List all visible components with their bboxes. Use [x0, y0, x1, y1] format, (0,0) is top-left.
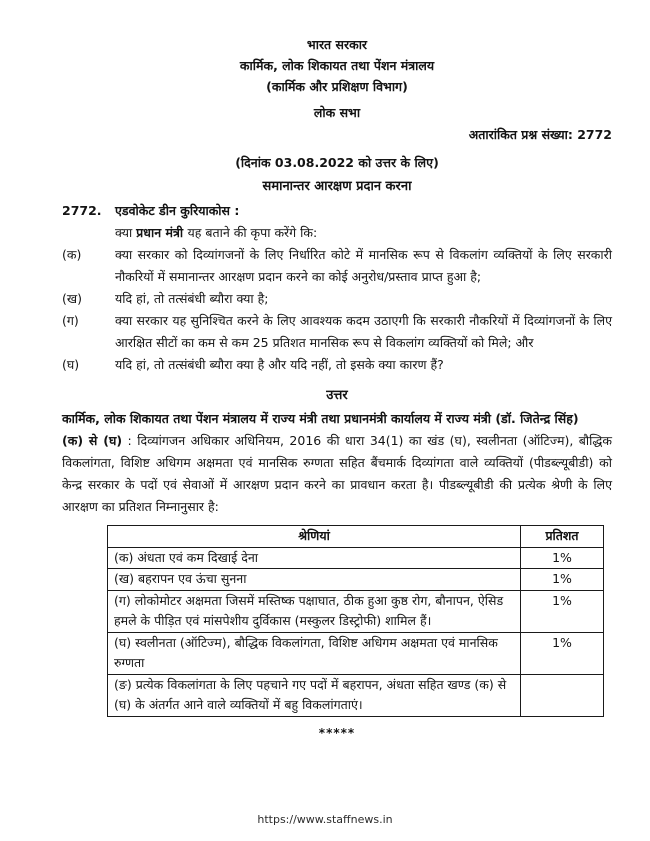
- answer-body-clause: (क) से (घ): [62, 433, 123, 448]
- question-subject: समानान्तर आरक्षण प्रदान करना: [262, 179, 412, 194]
- asker-name: एडवोकेट डीन कुरियाकोस :: [115, 203, 240, 218]
- percent-cell: 1%: [521, 569, 604, 591]
- question-item-label: (ग): [62, 313, 79, 328]
- answer-date: (दिनांक 03.08.2022 को उत्तर के लिए): [235, 155, 439, 170]
- question-item-a: [62, 244, 612, 288]
- table-row: [108, 632, 604, 674]
- minister-name-line: कार्मिक, लोक शिकायत तथा पेंशन मंत्रालय में राज्य मंत्री तथा प्रधानमंत्री कार्यालय में राज्य मंत्री (डॉ. जितेन्द्र सिंह): [62, 411, 579, 426]
- intro-suffix: यह बताने की कृपा करेंगे कि:: [187, 225, 318, 240]
- question-item-d: [62, 354, 612, 376]
- table-row: [108, 547, 604, 569]
- intro-prefix: क्या: [115, 225, 137, 240]
- answer-body: [62, 430, 612, 518]
- column-header-percent: प्रतिशत: [521, 526, 604, 548]
- ministry-title: कार्मिक, लोक शिकायत तथा पेंशन मंत्रालय: [239, 58, 435, 73]
- intro-minister: प्रधान मंत्री: [136, 225, 188, 240]
- question-item-text: क्या सरकार यह सुनिश्चित करने के लिए आवश्यक कदम उठाएगी कि सरकारी नौकरियों में दिव्यांगजनों के लिए आरक्षित सीटों का कम से कम 25 प्रतिशत मानसिक रूप से विकलांग व्यक्तियों को मिले; और: [115, 313, 612, 350]
- category-cell: (ग) लोकोमोटर अक्षमता जिसमें मस्तिष्क पक्षाघात, ठीक हुआ कुष्ठ रोग, बौनापन, ऐसिड हमले के पीड़ित एवं मांसपेशीय दुर्विकास (मस्कुलर डिस्ट्रोफी) शामिल हैं।: [108, 590, 521, 632]
- category-cell: (क) अंधता एवं कम दिखाई देना: [108, 547, 521, 569]
- table-row: [108, 674, 604, 716]
- question-number-header: अतारांकित प्रश्न संख्या: 2772: [468, 127, 612, 142]
- table-row: [108, 569, 604, 591]
- percent-cell: 1%: [521, 547, 604, 569]
- question-item-label: (घ): [62, 357, 80, 372]
- question-item-b: [62, 288, 612, 310]
- percent-cell: 1%: [521, 590, 604, 632]
- question-item-label: (क): [62, 247, 82, 262]
- percent-cell: [521, 674, 604, 716]
- answer-body-text: : दिव्यांगजन अधिकार अधिनियम, 2016 की धारा 34(1) का खंड (घ), स्वलीनता (ऑटिज्म), बौद्धिक विकलांगता, विशिष्ट अधिगम अक्षमता एवं मानसिक रुग्णता सहित बैंचमार्क दिव्यांगता वाले व्यक्तियों (पीडब्ल्यूबीडी) को केन्द्र सरकार के पदों एवं सेवाओं में आरक्षण प्रदान करने का प्रावधान करता है। पीडब्ल्यूबीडी की प्रत्येक श्रेणी के लिए आरक्षण का प्रतिशत निम्नानुसार है:: [62, 433, 612, 514]
- department-title: (कार्मिक और प्रशिक्षण विभाग): [266, 79, 408, 94]
- end-separator: *****: [318, 725, 356, 740]
- answer-heading: उत्तर: [326, 388, 348, 403]
- percent-cell: 1%: [521, 632, 604, 674]
- category-cell: (ख) बहरापन एव ऊंचा सुनना: [108, 569, 521, 591]
- question-number: 2772.: [62, 203, 102, 218]
- question-item-label: (ख): [62, 291, 82, 306]
- category-cell: (ङ) प्रत्येक विकलांगता के लिए पहचाने गए पदों में बहरापन, अंधता सहित खण्ड (क) से (घ) के अंतर्गत आने वाले व्यक्तियों में बहु विकलांगताएं।: [108, 674, 521, 716]
- reservation-table: [107, 525, 604, 717]
- category-cell: (घ) स्वलीनता (ऑटिज्म), बौद्धिक विकलांगता, विशिष्ट अधिगम अक्षमता एवं मानसिक रुग्णता: [108, 632, 521, 674]
- question-asker-row: [62, 200, 612, 222]
- question-item-c: [62, 310, 612, 354]
- question-item-text: यदि हां, तो तत्संबंधी ब्यौरा क्या है और यदि नहीं, तो इसके क्या कारण हैं?: [115, 357, 444, 372]
- column-header-categories: श्रेणियां: [108, 526, 521, 548]
- question-item-text: क्या सरकार को दिव्यांगजनों के लिए निर्धारित कोटे में मानसिक रूप से विकलांग व्यक्तियों के लिए सरकारी नौकरियों में समानान्तर आरक्षण प्रदान करने का कोई अनुरोध/प्रस्ताव प्राप्त हुआ है;: [115, 247, 612, 284]
- question-item-text: यदि हां, तो तत्संबंधी ब्यौरा क्या है;: [115, 291, 269, 306]
- table-row: [108, 590, 604, 632]
- table-header-row: [108, 526, 604, 548]
- question-intro: [115, 222, 612, 244]
- source-url: https://www.staffnews.in: [257, 813, 393, 826]
- house-title: लोक सभा: [313, 105, 361, 120]
- government-title: भारत सरकार: [306, 37, 368, 52]
